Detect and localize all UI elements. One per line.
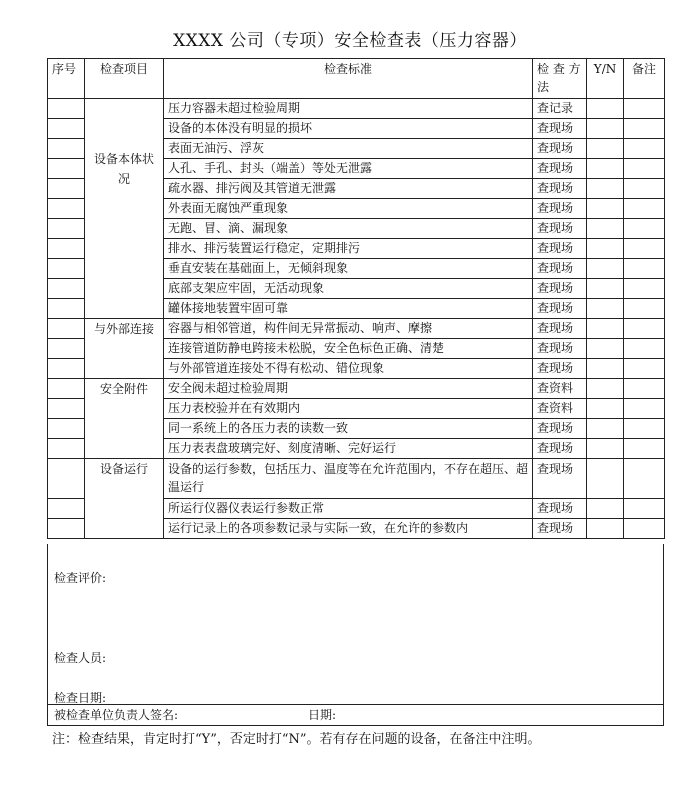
criteria-cell: 罐体接地装置牢固可靠 bbox=[164, 299, 533, 319]
criteria-cell: 压力容器未超过检验周期 bbox=[164, 99, 533, 119]
criteria-cell: 排水、排污装置运行稳定，定期排污 bbox=[164, 239, 533, 259]
criteria-cell: 连接管道防静电跨接未松脱，安全色标色正确、清楚 bbox=[164, 339, 533, 359]
method-cell: 查现场 bbox=[533, 279, 587, 299]
page-title: XXXX 公司（专项）安全检查表（压力容器） bbox=[173, 31, 527, 51]
seq-cell bbox=[48, 439, 85, 459]
seq-cell bbox=[48, 379, 85, 399]
yn-cell[interactable] bbox=[587, 139, 624, 159]
seq-cell bbox=[48, 299, 85, 319]
seq-cell bbox=[48, 259, 85, 279]
table-row bbox=[48, 459, 665, 499]
remark-cell[interactable] bbox=[624, 159, 665, 179]
criteria-cell: 压力表表盘玻璃完好、刻度清晰、完好运行 bbox=[164, 439, 533, 459]
yn-cell[interactable] bbox=[587, 219, 624, 239]
method-cell: 查现场 bbox=[533, 339, 587, 359]
seq-cell bbox=[48, 499, 85, 519]
remark-cell[interactable] bbox=[624, 179, 665, 199]
yn-cell[interactable] bbox=[587, 379, 624, 399]
method-cell: 查现场 bbox=[533, 319, 587, 339]
yn-cell[interactable] bbox=[587, 519, 624, 539]
header-method: 检 查 方法 bbox=[533, 59, 587, 99]
method-cell: 查资料 bbox=[533, 379, 587, 399]
yn-cell[interactable] bbox=[587, 159, 624, 179]
remark-cell[interactable] bbox=[624, 319, 665, 339]
remark-cell[interactable] bbox=[624, 299, 665, 319]
yn-cell[interactable] bbox=[587, 339, 624, 359]
seq-cell bbox=[48, 139, 85, 159]
remark-cell[interactable] bbox=[624, 99, 665, 119]
yn-cell[interactable] bbox=[587, 279, 624, 299]
seq-cell bbox=[48, 419, 85, 439]
signature-label: 被检查单位负责人签名: bbox=[54, 708, 179, 722]
seq-cell bbox=[48, 219, 85, 239]
criteria-cell: 安全阀未超过检验周期 bbox=[164, 379, 533, 399]
remark-cell[interactable] bbox=[624, 119, 665, 139]
remark-cell[interactable] bbox=[624, 199, 665, 219]
seq-cell bbox=[48, 359, 85, 379]
criteria-cell: 无跑、冒、滴、漏现象 bbox=[164, 219, 533, 239]
method-cell: 查现场 bbox=[533, 159, 587, 179]
method-cell: 查现场 bbox=[533, 519, 587, 539]
criteria-cell: 运行记录上的各项参数记录与实际一致，在允许的参数内 bbox=[164, 519, 533, 539]
header-remark: 备注 bbox=[624, 59, 665, 99]
header-seq: 序号 bbox=[48, 59, 85, 99]
method-cell: 查现场 bbox=[533, 139, 587, 159]
inspector-label: 检查人员: bbox=[54, 651, 107, 665]
criteria-cell: 与外部管道连接处不得有松动、错位现象 bbox=[164, 359, 533, 379]
criteria-cell: 所运行仪器仪表运行参数正常 bbox=[164, 499, 533, 519]
signature-row bbox=[47, 705, 664, 726]
table-row bbox=[48, 379, 665, 399]
yn-cell[interactable] bbox=[587, 499, 624, 519]
yn-cell[interactable] bbox=[587, 439, 624, 459]
method-cell: 查现场 bbox=[533, 179, 587, 199]
remark-cell[interactable] bbox=[624, 339, 665, 359]
seq-cell bbox=[48, 519, 85, 539]
method-cell: 查现场 bbox=[533, 119, 587, 139]
criteria-cell: 垂直安装在基础面上，无倾斜现象 bbox=[164, 259, 533, 279]
criteria-cell: 外表面无腐蚀严重现象 bbox=[164, 199, 533, 219]
method-cell: 查现场 bbox=[533, 239, 587, 259]
table-row bbox=[48, 319, 665, 339]
yn-cell[interactable] bbox=[587, 179, 624, 199]
yn-cell[interactable] bbox=[587, 299, 624, 319]
seq-cell bbox=[48, 179, 85, 199]
remark-cell[interactable] bbox=[624, 519, 665, 539]
remark-cell[interactable] bbox=[624, 459, 665, 499]
evaluation-label: 检查评价: bbox=[54, 571, 107, 585]
footnote: 注：检查结果，肯定时打“Y”，否定时打“N”。若有存在问题的设备，在备注中注明。 bbox=[52, 732, 541, 747]
remark-cell[interactable] bbox=[624, 399, 665, 419]
yn-cell[interactable] bbox=[587, 259, 624, 279]
header-yn: Y/N bbox=[587, 59, 624, 99]
remark-cell[interactable] bbox=[624, 359, 665, 379]
criteria-cell: 设备的运行参数，包括压力、温度等在允许范围内，不存在超压、超温运行 bbox=[164, 459, 533, 499]
header-row bbox=[48, 59, 665, 99]
header-criteria: 检查标准 bbox=[164, 59, 533, 99]
criteria-cell: 同一系统上的各压力表的读数一致 bbox=[164, 419, 533, 439]
method-cell: 查现场 bbox=[533, 459, 587, 499]
remark-cell[interactable] bbox=[624, 219, 665, 239]
header-item: 检查项目 bbox=[85, 59, 164, 99]
method-cell: 查现场 bbox=[533, 199, 587, 219]
method-cell: 查现场 bbox=[533, 439, 587, 459]
remark-cell[interactable] bbox=[624, 439, 665, 459]
yn-cell[interactable] bbox=[587, 419, 624, 439]
seq-cell bbox=[48, 399, 85, 419]
yn-cell[interactable] bbox=[587, 399, 624, 419]
category-cell: 设备运行 bbox=[85, 459, 164, 539]
seq-cell bbox=[48, 99, 85, 119]
remark-cell[interactable] bbox=[624, 239, 665, 259]
remark-cell[interactable] bbox=[624, 419, 665, 439]
yn-cell[interactable] bbox=[587, 319, 624, 339]
seq-cell bbox=[48, 459, 85, 499]
seq-cell bbox=[48, 239, 85, 259]
yn-cell[interactable] bbox=[587, 239, 624, 259]
remark-cell[interactable] bbox=[624, 499, 665, 519]
method-cell: 查现场 bbox=[533, 259, 587, 279]
yn-cell[interactable] bbox=[587, 119, 624, 139]
remark-cell[interactable] bbox=[624, 379, 665, 399]
remark-cell[interactable] bbox=[624, 279, 665, 299]
seq-cell bbox=[48, 339, 85, 359]
yn-cell[interactable] bbox=[587, 199, 624, 219]
seq-cell bbox=[48, 159, 85, 179]
category-cell: 与外部连接 bbox=[85, 319, 164, 379]
remark-cell[interactable] bbox=[624, 259, 665, 279]
criteria-cell: 底部支架应牢固，无活动现象 bbox=[164, 279, 533, 299]
table-row bbox=[48, 99, 665, 119]
method-cell: 查现场 bbox=[533, 219, 587, 239]
criteria-cell: 容器与相邻管道，构件间无异常振动、响声、摩擦 bbox=[164, 319, 533, 339]
method-cell: 查记录 bbox=[533, 99, 587, 119]
method-cell: 查资料 bbox=[533, 399, 587, 419]
date-label: 检查日期: bbox=[54, 691, 107, 705]
method-cell: 查现场 bbox=[533, 499, 587, 519]
criteria-cell: 疏水器、排污阀及其管道无泄露 bbox=[164, 179, 533, 199]
category-cell: 安全附件 bbox=[85, 379, 164, 459]
remark-cell[interactable] bbox=[624, 139, 665, 159]
method-cell: 查现场 bbox=[533, 419, 587, 439]
seq-cell bbox=[48, 119, 85, 139]
category-cell: 设备本体状况 bbox=[85, 99, 164, 319]
method-cell: 查现场 bbox=[533, 359, 587, 379]
sign-date-label: 日期: bbox=[308, 708, 337, 722]
inspection-table bbox=[47, 58, 665, 539]
yn-cell[interactable] bbox=[587, 99, 624, 119]
seq-cell bbox=[48, 199, 85, 219]
seq-cell bbox=[48, 279, 85, 299]
yn-cell[interactable] bbox=[587, 459, 624, 499]
yn-cell[interactable] bbox=[587, 359, 624, 379]
seq-cell bbox=[48, 319, 85, 339]
criteria-cell: 设备的本体没有明显的损坏 bbox=[164, 119, 533, 139]
criteria-cell: 表面无油污、浮灰 bbox=[164, 139, 533, 159]
criteria-cell: 人孔、手孔、封头（端盖）等处无泄露 bbox=[164, 159, 533, 179]
criteria-cell: 压力表校验并在有效期内 bbox=[164, 399, 533, 419]
method-cell: 查现场 bbox=[533, 299, 587, 319]
evaluation-section bbox=[47, 544, 664, 705]
